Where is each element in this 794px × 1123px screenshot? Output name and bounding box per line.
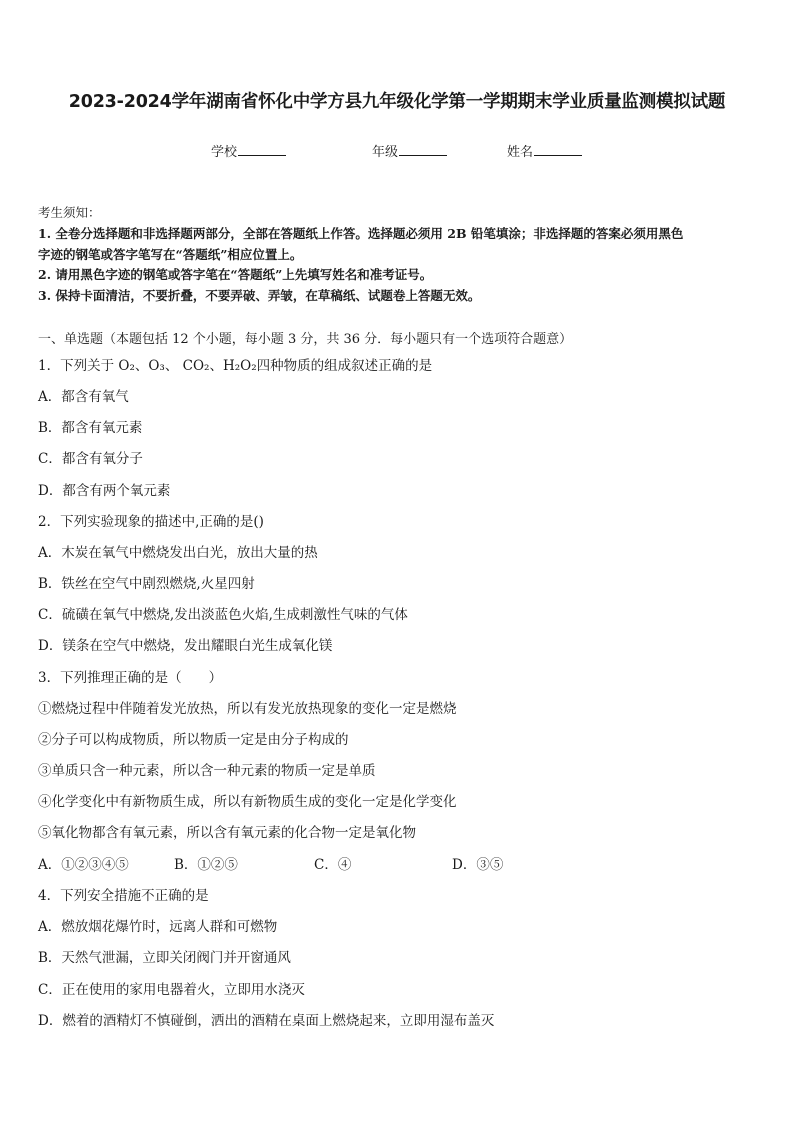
question-3-option-b: B．①②⑤ — [174, 857, 238, 873]
question-2-option-b: B．铁丝在空气中剧烈燃烧,火星四射 — [38, 576, 255, 592]
question-2-option-d: D．镁条在空气中燃烧，发出耀眼白光生成氧化镁 — [38, 638, 333, 654]
section-title: 一、单选题（本题包括 12 个小题，每小题 3 分，共 36 分．每小题只有一个选项符合题意） — [38, 332, 573, 347]
question-3-statement-4: ④化学变化中有新物质生成，所以有新物质生成的变化一定是化学变化 — [38, 794, 457, 810]
grade-label: 年级 — [372, 145, 399, 160]
question-4-option-b: B．天然气泄漏，立即关闭阀门并开窗通风 — [38, 950, 291, 966]
name-label: 姓名 — [507, 145, 534, 160]
school-field — [211, 141, 286, 160]
question-1-option-d: D．都含有两个氧元素 — [38, 483, 171, 499]
question-1-option-b: B．都含有氧元素 — [38, 420, 143, 436]
notice-line: 1. 全卷分选择题和非选择题两部分，全部在答题纸上作答。选择题必须用 2B 铅笔填涂；非选择题的答案必须用黑色 — [38, 226, 684, 241]
notice-line: 字迹的钢笔或答字笔写在“答题纸”相应位置上。 — [38, 247, 303, 262]
question-2-stem: 2．下列实验现象的描述中,正确的是() — [38, 514, 264, 530]
question-4-option-c: C．正在使用的家用电器着火，立即用水浇灭 — [38, 982, 305, 998]
name-blank — [534, 143, 582, 156]
school-blank — [238, 143, 286, 156]
question-4-stem: 4．下列安全措施不正确的是 — [38, 888, 209, 904]
question-4-option-d: D．燃着的酒精灯不慎碰倒，洒出的酒精在桌面上燃烧起来，立即用湿布盖灭 — [38, 1013, 495, 1029]
question-1-stem: 1．下列关于 O₂、O₃、 CO₂、H₂O₂四种物质的组成叙述正确的是 — [38, 358, 433, 374]
name-field — [507, 141, 582, 160]
school-label: 学校 — [211, 145, 238, 160]
question-3-option-d: D．③⑤ — [452, 857, 504, 873]
question-3-stem: 3．下列推理正确的是（ ） — [38, 670, 223, 686]
question-3-option-a: A．①②③④⑤ — [38, 857, 129, 873]
question-4-option-a: A．燃放烟花爆竹时，远离人群和可燃物 — [38, 919, 278, 935]
notice-line: 3. 保持卡面清洁，不要折叠，不要弄破、弄皱，在草稿纸、试题卷上答题无效。 — [38, 288, 481, 303]
question-3-option-c: C．④ — [314, 857, 352, 873]
question-3-statement-3: ③单质只含一种元素，所以含一种元素的物质一定是单质 — [38, 763, 376, 779]
question-3-statement-5: ⑤氧化物都含有氧元素，所以含有氧元素的化合物一定是氧化物 — [38, 825, 416, 841]
notice-line: 2. 请用黑色字迹的钢笔或答字笔在“答题纸”上先填写姓名和准考证号。 — [38, 267, 433, 282]
question-1-option-a: A．都含有氧气 — [38, 389, 129, 405]
grade-blank — [399, 143, 447, 156]
question-3-statement-2: ②分子可以构成物质，所以物质一定是由分子构成的 — [38, 732, 349, 748]
question-3-statement-1: ①燃烧过程中伴随着发光放热，所以有发光放热现象的变化一定是燃烧 — [38, 701, 457, 717]
question-2-option-a: A．木炭在氧气中燃烧发出白光，放出大量的热 — [38, 545, 318, 561]
grade-field — [372, 141, 447, 160]
notice-title: 考生须知： — [38, 205, 101, 220]
question-2-option-c: C．硫磺在氧气中燃烧,发出淡蓝色火焰,生成刺激性气味的气体 — [38, 607, 408, 623]
question-1-option-c: C．都含有氧分子 — [38, 451, 143, 467]
exam-title: 2023-2024学年湖南省怀化中学方县九年级化学第一学期期末学业质量监测模拟试题 — [68, 92, 726, 112]
